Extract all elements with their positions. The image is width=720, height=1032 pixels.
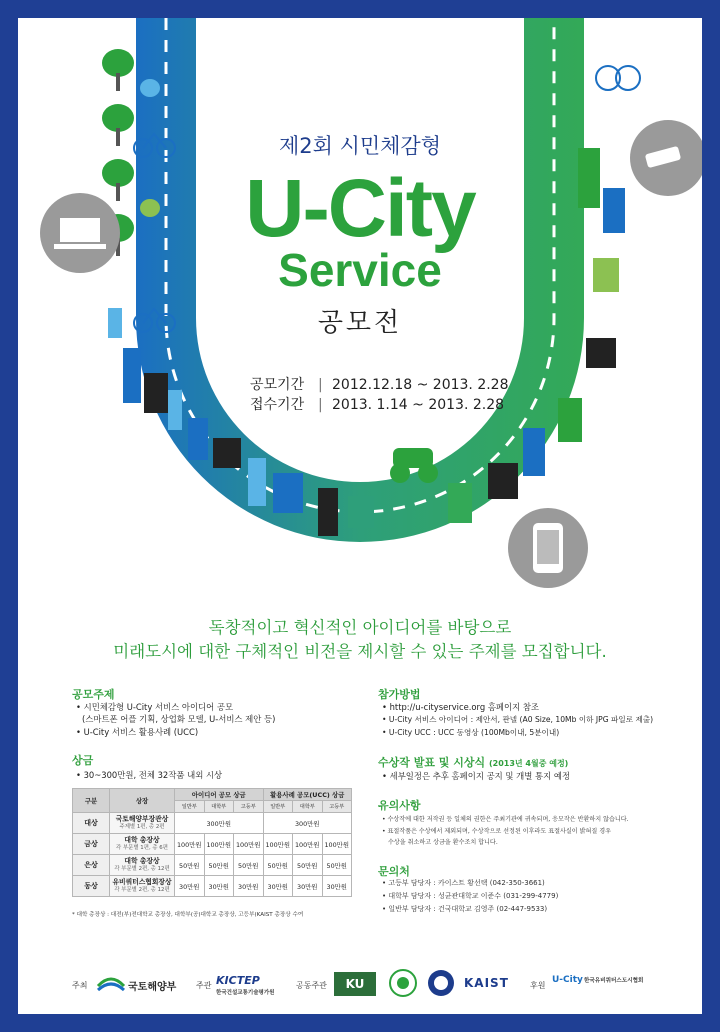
contact-item: • 일반부 담당자 : 건국대학교 김영주 (02-447-9533) [382, 905, 548, 913]
prize-cell: 30만원 [263, 876, 293, 897]
prize-award: 유비쿼터스협회장상 각 부문별 2편, 총 12편 [110, 876, 175, 897]
prize-title: 상금 [72, 754, 94, 767]
kaist-logo: KAIST [464, 976, 509, 990]
sponsor-label: 후원 [530, 981, 546, 990]
prize-subheader: 고등부 [322, 801, 352, 813]
prize-header-idea: 아이디어 공모 상금 [175, 789, 264, 801]
table-row [73, 876, 352, 897]
skku-emblem-icon [388, 968, 418, 998]
title-event: 공모전 [317, 308, 403, 338]
prize-footnote: * 대학 총장상 : 대전(부)전대학교 총장상, 대학부(공)대학교 총장상, 고등부(KAIST 총장상 수여 [72, 912, 304, 918]
prize-cell: 50만원 [175, 855, 205, 876]
prize-rank: 동상 [73, 876, 110, 897]
period-value: 2012.12.18 ~ 2013. 2.28 [332, 377, 509, 393]
edition-label: 제2회 시민체감형 [278, 134, 442, 158]
prize-subheader: 일반부 [263, 801, 293, 813]
prize-cell: 50만원 [263, 855, 293, 876]
period-value: 2013. 1.14 ~ 2013. 2.28 [332, 397, 505, 413]
table-row [73, 855, 352, 876]
period-contest: 공모기간 | 2012.12.18 ~ 2013. 2.28 [250, 374, 509, 394]
prize-rank: 은상 [73, 855, 110, 876]
prize-table [72, 788, 352, 897]
notes-title: 유의사항 [378, 799, 421, 812]
announcement-item: • 세부일정은 추후 홈페이지 공지 및 개별 통지 예정 [382, 771, 571, 781]
organizer-sub: 한국건설교통기술평가원 [216, 990, 275, 996]
prize-cell: 100만원 [234, 834, 264, 855]
host-logo-icon [96, 972, 126, 994]
prize-subheader: 대학부 [204, 801, 234, 813]
prize-subheader: 고등부 [234, 801, 264, 813]
apply-item: • http://u-cityservice.org 홈페이지 참조 [382, 702, 540, 712]
co-organizer-label: 공동주관 [296, 981, 327, 990]
contact-item: • 고등부 담당자 : 카이스트 황선택 (042-350-3661) [382, 879, 545, 887]
apply-item: • U-City 서비스 아이디어 : 제안서, 판넬 (A0 Size, 10Mb 이하 JPG 파일로 제출) [382, 715, 654, 724]
prize-summary: • 30~300만원, 전체 32작품 내외 시상 [76, 770, 223, 780]
prize-cell: 100만원 [263, 834, 293, 855]
prize-award: 대학 총장상 각 부문별 2편, 총 12편 [110, 855, 175, 876]
sponsor-logo: U-City [552, 975, 583, 985]
prize-cell: 100만원 [175, 834, 205, 855]
prize-cell: 30만원 [234, 876, 264, 897]
title-main: U-City [245, 163, 475, 254]
smartphone-bubble-icon [508, 508, 588, 588]
theme-item: • 시민체감형 U-City 서비스 아이디어 공모 [76, 702, 234, 712]
prize-header-ucc: 활용사례 공모(UCC) 상금 [263, 789, 352, 801]
period-label: 공모기간 [250, 377, 305, 393]
announcement-note: (2013년 4월중 예정) [488, 759, 569, 768]
prize-cell: 30만원 [204, 876, 234, 897]
prize-cell: 50만원 [234, 855, 264, 876]
prize-cell: 50만원 [322, 855, 352, 876]
apply-item: • U-City UCC : UCC 동영상 (100Mb이내, 5분이내) [382, 728, 560, 737]
theme-item: • U-City 서비스 활용사례 (UCC) [76, 727, 199, 737]
prize-cell: 30만원 [322, 876, 352, 897]
prize-cell: 30만원 [293, 876, 323, 897]
host-name: 국토해양부 [128, 982, 177, 993]
contact-title: 문의처 [378, 865, 410, 878]
university-emblem-icon [426, 968, 456, 998]
prize-header-award: 상장 [110, 789, 175, 813]
organizer-logo: KICTEP [216, 974, 260, 987]
prize-header-category: 구분 [73, 789, 110, 813]
period-submission: 접수기간 | 2013. 1.14 ~ 2013. 2.28 [250, 394, 504, 414]
organizer-label: 주관 [196, 981, 212, 990]
prize-award: 국토해양부장관상 주제별 1편, 총 2편 [110, 813, 175, 834]
announcement-title: 수상작 발표 및 시상식 (2013년 4월중 예정) [378, 756, 569, 769]
sponsor-sub: 한국유비쿼터스도시협회 [584, 978, 644, 984]
title-sub: Service [278, 244, 442, 296]
notes-item: • 수상작에 대한 저작권 등 일체의 권한은 주최기관에 귀속되며, 응모작은 반환하지 않습니다. [382, 816, 629, 823]
apply-title: 참가방법 [378, 688, 421, 701]
prize-cell: 300만원 [175, 813, 264, 834]
period-label: 접수기간 [250, 397, 305, 413]
tagline-line-1: 독창적이고 혁신적인 아이디어를 바탕으로 [208, 618, 512, 637]
prize-award: 대학 총장상 각 부문별 1편, 총 6편 [110, 834, 175, 855]
prize-cell: 100만원 [293, 834, 323, 855]
table-row [73, 834, 352, 855]
poster [18, 18, 702, 1014]
prize-cell: 50만원 [293, 855, 323, 876]
theme-item: (스마트폰 어플 기획, 상업화 모델, U-서비스 제안 등) [82, 714, 276, 724]
tagline-line-2: 미래도시에 대한 구체적인 비전을 제시할 수 있는 주제를 모집합니다. [113, 642, 607, 661]
prize-cell: 50만원 [204, 855, 234, 876]
ku-logo: KU [334, 972, 376, 996]
prize-subheader: 일반부 [175, 801, 205, 813]
prize-cell: 30만원 [175, 876, 205, 897]
theme-title: 공모주제 [72, 688, 115, 701]
prize-cell: 300만원 [263, 813, 352, 834]
prize-subheader: 대학부 [293, 801, 323, 813]
notes-item: • 표절작품은 수상에서 제외되며, 수상작으로 선정된 이후라도 표절사실이 밝혀질 경우 [382, 828, 611, 835]
prize-cell: 100만원 [204, 834, 234, 855]
host-label: 주최 [72, 981, 88, 990]
prize-cell: 100만원 [322, 834, 352, 855]
contact-item: • 대학부 담당자 : 성균관대학교 이준수 (031-299-4779) [382, 892, 559, 900]
prize-rank: 금상 [73, 834, 110, 855]
table-row [73, 813, 352, 834]
notes-item: 수상을 취소하고 상금을 환수조치 합니다. [388, 839, 498, 846]
prize-rank: 대상 [73, 813, 110, 834]
footer-logos [18, 958, 702, 1014]
